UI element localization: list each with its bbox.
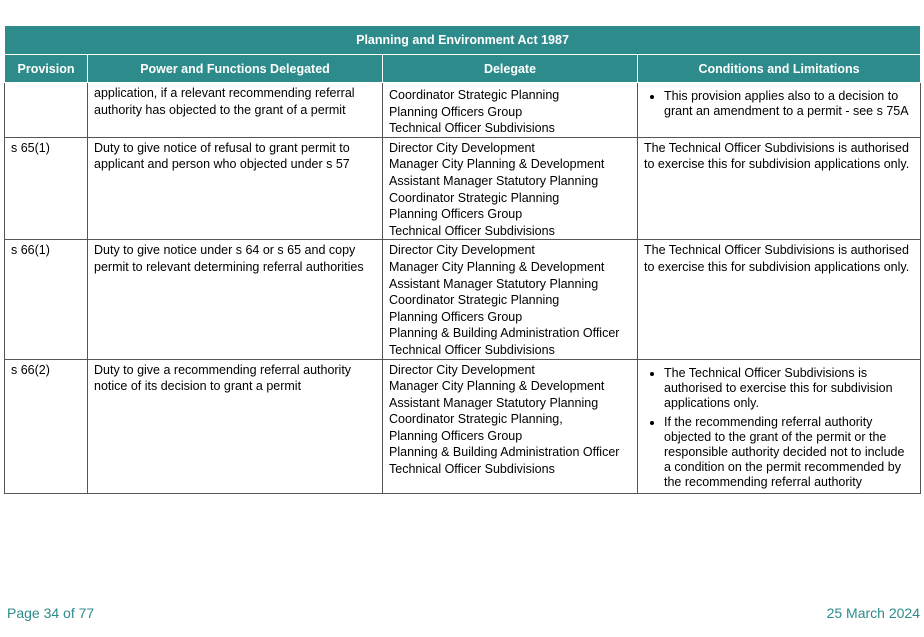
condition-item: • If the recommending referral authority objected to the grant of the permit or the responsible authority decided not to include a condition on the permit recommended by the recommending referral authority — [664, 415, 914, 490]
delegate-item: Planning & Building Administration Officer — [389, 445, 620, 460]
conditions-cell — [638, 83, 921, 138]
delegation-table — [4, 26, 921, 494]
delegate-item: Technical Officer Subdivisions — [389, 121, 555, 136]
power-cell: application, if a relevant recommending referral authority has objected to the grant of a permit — [88, 83, 383, 138]
act-title: Planning and Environment Act 1987 — [5, 26, 921, 55]
delegate-item: Planning Officers Group — [389, 428, 523, 443]
delegate-item: Director City Development — [389, 243, 535, 258]
delegate-item: Assistant Manager Statutory Planning — [389, 173, 599, 188]
delegate-item: Manager City Planning & Development — [389, 259, 605, 274]
conditions-cell: The Technical Officer Subdivisions is authorised to exercise this for subdivision applications only. — [638, 137, 921, 240]
provision-cell: s 66(2) — [5, 359, 88, 493]
table-row — [5, 359, 921, 493]
document-date: 25 March 2024 — [826, 605, 920, 621]
table-row — [5, 240, 921, 359]
page-number: Page 34 of 77 — [7, 605, 95, 621]
condition-item: • This provision applies also to a decision to grant an amendment to a permit - see s 75A — [664, 89, 914, 119]
condition-item: • The Technical Officer Subdivisions is authorised to exercise this for subdivision applications only. — [664, 366, 914, 411]
delegate-cell — [383, 240, 638, 359]
conditions-cell: The Technical Officer Subdivisions is authorised to exercise this for subdivision applications only. — [638, 240, 921, 359]
provision-cell: s 66(1) — [5, 240, 88, 359]
delegate-cell — [383, 137, 638, 240]
delegate-cell — [383, 359, 638, 493]
header-power: Power and Functions Delegated — [88, 55, 383, 83]
delegate-item: Coordinator Strategic Planning — [389, 190, 560, 205]
delegate-item: Assistant Manager Statutory Planning — [389, 276, 599, 291]
power-cell: Duty to give notice of refusal to grant permit to applicant and person who objected under s 57 — [88, 137, 383, 240]
table-row — [5, 83, 921, 138]
delegate-item: Planning Officers Group — [389, 309, 523, 324]
delegate-item: Technical Officer Subdivisions — [389, 223, 555, 238]
delegate-item: Director City Development — [389, 362, 535, 377]
delegate-item: Coordinator Strategic Planning, — [389, 412, 563, 427]
provision-cell: s 65(1) — [5, 137, 88, 240]
power-cell: Duty to give notice under s 64 or s 65 and copy permit to relevant determining referral authorities — [88, 240, 383, 359]
delegate-item: Assistant Manager Statutory Planning — [389, 395, 599, 410]
delegate-item: Technical Officer Subdivisions — [389, 462, 555, 477]
provision-cell — [5, 83, 88, 138]
power-cell: Duty to give a recommending referral authority notice of its decision to grant a permit — [88, 359, 383, 493]
header-delegate: Delegate — [383, 55, 638, 83]
table-row — [5, 137, 921, 240]
header-conditions: Conditions and Limitations — [638, 55, 921, 83]
delegate-item: Planning Officers Group — [389, 104, 523, 119]
header-provision: Provision — [5, 55, 88, 83]
delegate-item: Planning & Building Administration Officer — [389, 326, 620, 341]
delegate-item: Manager City Planning & Development — [389, 157, 605, 172]
delegate-item: Planning Officers Group — [389, 207, 523, 222]
conditions-cell — [638, 359, 921, 493]
delegate-cell — [383, 83, 638, 138]
delegate-item: Director City Development — [389, 140, 535, 155]
delegate-item: Coordinator Strategic Planning — [389, 88, 560, 102]
delegate-item: Coordinator Strategic Planning — [389, 293, 560, 308]
delegate-item: Manager City Planning & Development — [389, 379, 605, 394]
delegate-item: Technical Officer Subdivisions — [389, 342, 555, 357]
